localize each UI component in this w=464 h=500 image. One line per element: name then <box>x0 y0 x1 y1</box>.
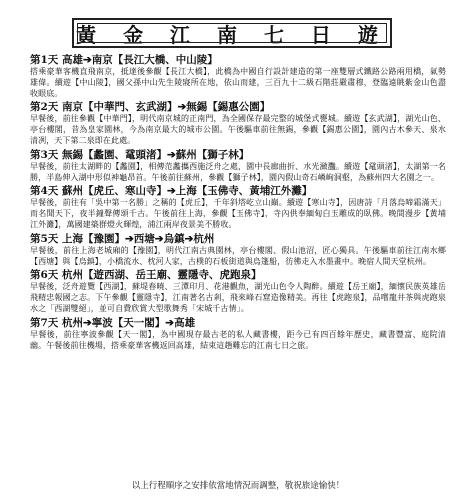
day-label: 第4天 <box>30 185 59 198</box>
day-header <box>30 185 446 198</box>
day-2 <box>30 101 446 146</box>
day-header <box>30 101 446 114</box>
day-5 <box>30 233 446 268</box>
day-header <box>30 54 446 67</box>
day-route: 蘇州【虎丘、寒山寺】➔上海【玉佛寺、黃埔江外灘】 <box>61 185 313 198</box>
page-title: 黃 金 江 南 七 日 遊 <box>76 22 388 47</box>
day-header <box>30 233 446 246</box>
day-route: 無錫【蠡園、鼋頭渚】➔蘇州【獅子林】 <box>61 148 250 161</box>
day-label: 第6天 <box>30 269 59 282</box>
day-label: 第3天 <box>30 148 59 161</box>
day-description: 早餐後，泛舟遊覽【西湖】，蘇堤春曉、三潭印月、花港觀魚，湖光山色令人陶醉。續遊【岳王廟】，緬懷民族英雄岳飛精忠報國之志。下午參觀【靈隱寺】，江南著名古剎，飛來峰石窟造像精美。再往【虎跑泉】，品嚐龍井茶與虎跑泉水之「西湖雙絕」，並可自費欣賞大型歌舞秀「宋城千古情」。 <box>30 282 446 313</box>
day-header <box>30 149 446 162</box>
day-header <box>30 269 446 282</box>
day-3 <box>30 149 446 184</box>
day-description: 早餐後，前往參觀【中華門】，明代南京城的正南門，為全國保存最完整的城堡式甕城。續遊【玄武湖】，湖光山色、亭台樓閣，昔為皇家園林，今為南京最大的城市公園。午後驅車前往無錫，參觀【錫惠公園】，園內古木參天、泉水清冽，天下第二泉即在此處。 <box>30 114 446 145</box>
day-description: 搭乘豪華客機直飛南京，抵達後參觀【長江大橋】，此橋為中國自行設計建造的第一座雙層式鐵路公路兩用橋，氣勢雄偉。續遊【中山陵】，國父孫中山先生陵寢所在地，依山而建，三百九十二級石階莊嚴肅穆，登臨遠眺紫金山色盡收眼底。 <box>30 67 446 98</box>
day-description: 早餐後，前往上海老城廂的【豫園】，明代江南古典園林，亭台樓閣、假山池沼，匠心獨具。午後驅車前往江南水鄉【西塘】與【烏鎮】，小橋流水、枕河人家，古樸的石板街道與烏篷船，彷彿走入水墨畫中。晚宿人間天堂杭州。 <box>30 245 446 266</box>
day-4 <box>30 185 446 230</box>
day-route: 上海【豫園】➔西塘➔烏鎮➔杭州 <box>61 232 215 245</box>
title-frame <box>72 18 392 48</box>
day-route: 高雄➔南京【長江大橋、中山陵】 <box>61 54 218 66</box>
day-label: 第5天 <box>30 232 59 245</box>
day-6 <box>30 269 446 314</box>
day-route: 杭州➔寧波【天一閣】➔高雄 <box>61 316 196 329</box>
day-route: 南京【中華門、玄武湖】➔無錫【錫惠公園】 <box>61 101 271 114</box>
day-description: 早餐後，前往有「吳中第一名勝」之稱的【虎丘】，千年斜塔屹立山巔。續遊【寒山寺】，因唐詩「月落烏啼霜滿天」而名聞天下，夜半鐘聲傳頌千古。午後前往上海，參觀【玉佛寺】，寺內供奉緬甸白玉雕成的臥佛。晚間漫步【黃埔江外灘】，萬國建築群燈火輝煌，浦江兩岸夜景美不勝收。 <box>30 198 446 229</box>
footer-note: 以上行程順序之安排依當地情況而調整，敬祝旅途愉快！ <box>131 481 345 491</box>
day-description: 早餐後，前往寧波參觀【天一閣】，為中國現存最古老的私人藏書樓，距今已有四百餘年歷史，藏書豐富、庭院清幽。午餐後前往機場，搭乘豪華客機返回高雄，結束這趟難忘的江南七日之旅。 <box>30 329 446 350</box>
day-label: 第2天 <box>30 101 59 114</box>
day-1 <box>30 54 446 99</box>
itinerary-content <box>30 54 446 353</box>
day-label: 第1天 <box>30 54 59 66</box>
day-route: 杭州【遊西湖、岳王廟、靈隱寺、虎跑泉】 <box>61 269 262 282</box>
day-header <box>30 317 446 330</box>
day-label: 第7天 <box>30 316 59 329</box>
day-7 <box>30 317 446 352</box>
day-description: 早餐後，前往太湖畔的【蠡園】，相傳范蠡攜西施泛舟之處，園中長廊曲折、水光瀲灩。續遊【鼋頭渚】，太湖第一名勝，半島伸入湖中形似神龜昂首。午後前往蘇州，參觀【獅子林】，園內假山奇石嶙峋洞壑，為蘇州四大名園之一。 <box>30 161 446 182</box>
